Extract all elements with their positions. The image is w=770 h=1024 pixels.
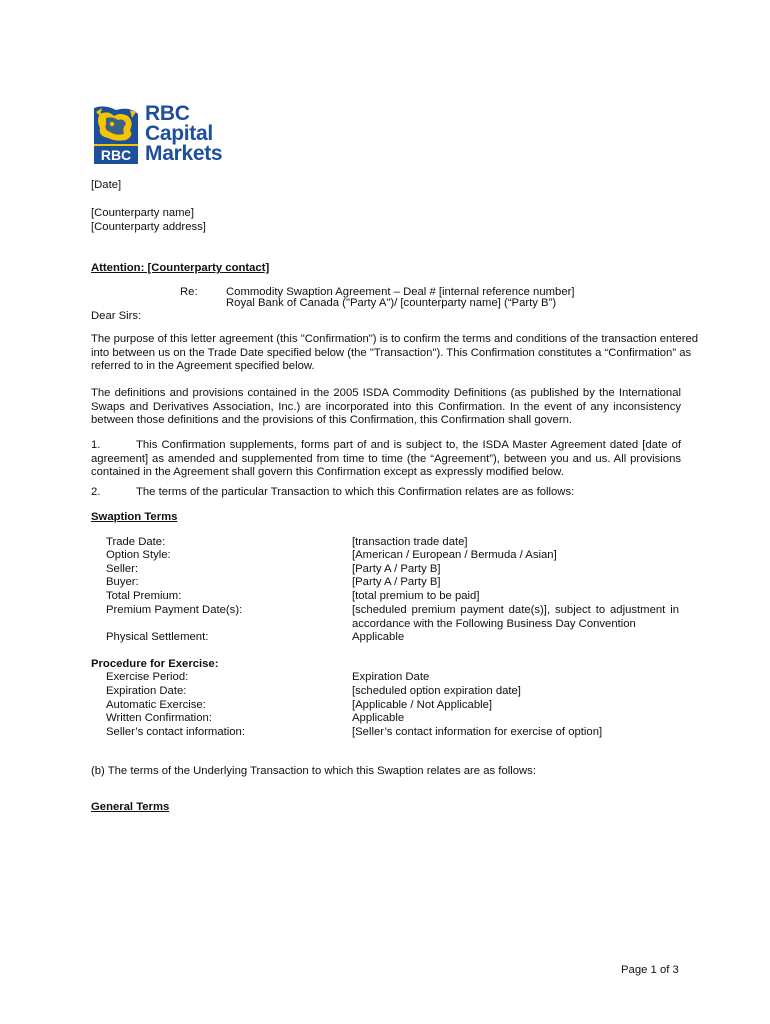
swaption-terms-heading: Swaption Terms	[91, 511, 178, 523]
procedure-label-written-confirmation: Written Confirmation:	[106, 712, 212, 724]
page-number: Page 1 of 3	[621, 964, 679, 976]
procedure-value-written-confirmation: Applicable	[352, 712, 405, 724]
procedure-heading: Procedure for Exercise:	[91, 658, 219, 670]
term-value-total-premium: [total premium to be paid]	[352, 590, 480, 602]
logo-line-capital: Capital	[145, 122, 213, 145]
shield-text: RBC	[100, 147, 132, 163]
clause-2-text: The terms of the particular Transaction to which this Confirmation relates are as follows:	[136, 486, 575, 498]
clause-1-line: agreement] as amended and supplemented from time to time (the “Agreement”), between you and us. All provisions	[91, 452, 681, 465]
term-label-premium-payment-dates: Premium Payment Date(s):	[106, 604, 243, 616]
term-label-total-premium: Total Premium:	[106, 590, 182, 602]
clause-1-line: contained in the Agreement shall govern this Confirmation except as expressly modified below.	[91, 466, 564, 479]
definitions-line: Swaps and Derivatives Association, Inc.) are incorporated into this Confirmation. In the event of any inconsistency	[91, 400, 681, 413]
clause-1-line: This Confirmation supplements, forms part of and is subject to, the ISDA Master Agreement dated [date of	[136, 439, 681, 451]
general-terms-heading: General Terms	[91, 801, 170, 813]
attention-line: Attention: [Counterparty contact]	[91, 262, 270, 274]
term-value-seller: [Party A / Party B]	[352, 563, 441, 575]
purpose-line: The purpose of this letter agreement (this "Confirmation") is to confirm the terms and conditions of the transaction entered	[91, 333, 699, 345]
re-line-2: Royal Bank of Canada ("Party A")/ [counterparty name] (“Party B”)	[226, 297, 557, 309]
procedure-label-seller-contact: Seller’s contact information:	[106, 726, 245, 738]
logo-line-markets: Markets	[145, 142, 223, 165]
underlying-transaction-text: (b) The terms of the Underlying Transaction to which this Swaption relates are as follows:	[91, 765, 536, 777]
definitions-line: The definitions and provisions contained in the 2005 ISDA Commodity Definitions (as published by the International	[91, 387, 681, 399]
term-value-trade-date: [transaction trade date]	[352, 536, 468, 548]
term-label-trade-date: Trade Date:	[106, 536, 166, 548]
procedure-label-expiration-date: Expiration Date:	[106, 685, 187, 697]
term-label-seller: Seller:	[106, 563, 139, 575]
date-placeholder: [Date]	[91, 179, 122, 191]
term-value-line: accordance with the Following Business Day Convention	[352, 617, 636, 630]
procedure-value-exercise-period: Expiration Date	[352, 671, 430, 683]
re-line-1: Commodity Swaption Agreement – Deal # [internal reference number]	[226, 286, 575, 298]
term-value-line: [scheduled premium payment date(s)], subject to adjustment in	[352, 604, 679, 616]
term-label-buyer: Buyer:	[106, 576, 139, 588]
term-value-physical-settlement: Applicable	[352, 631, 405, 643]
purpose-line: referred to in the Agreement specified below.	[91, 360, 315, 373]
procedure-label-automatic-exercise: Automatic Exercise:	[106, 699, 206, 711]
counterparty-address: [Counterparty address]	[91, 221, 206, 233]
term-label-option-style: Option Style:	[106, 549, 171, 561]
procedure-value-seller-contact: [Seller’s contact information for exercise of option]	[352, 726, 603, 738]
salutation: Dear Sirs:	[91, 310, 142, 322]
procedure-value-expiration-date: [scheduled option expiration date]	[352, 685, 521, 697]
clause-1-number: 1.	[91, 439, 101, 451]
re-label: Re:	[180, 286, 198, 298]
clause-2-number: 2.	[91, 486, 101, 498]
term-value-option-style: [American / European / Bermuda / Asian]	[352, 549, 557, 561]
counterparty-name: [Counterparty name]	[91, 207, 194, 219]
procedure-value-automatic-exercise: [Applicable / Not Applicable]	[352, 699, 493, 711]
clause-1-paragraph	[91, 439, 681, 480]
rbc-lion-shield-icon	[90, 104, 142, 166]
procedure-label-exercise-period: Exercise Period:	[106, 671, 189, 683]
term-label-physical-settlement: Physical Settlement:	[106, 631, 209, 643]
rbc-logo	[90, 104, 240, 168]
term-value-buyer: [Party A / Party B]	[352, 576, 441, 588]
definitions-paragraph	[91, 387, 681, 428]
logo-line-rbc: RBC	[145, 102, 190, 125]
term-value-premium-payment-dates	[352, 604, 679, 631]
purpose-paragraph	[91, 333, 699, 374]
definitions-line: between those definitions and the provisions of this Confirmation, this Confirmation shall govern.	[91, 414, 573, 427]
purpose-line: into between us on the Trade Date specified below (the "Transaction"). This Confirmation constitutes a “Confirmation” as	[91, 346, 692, 359]
